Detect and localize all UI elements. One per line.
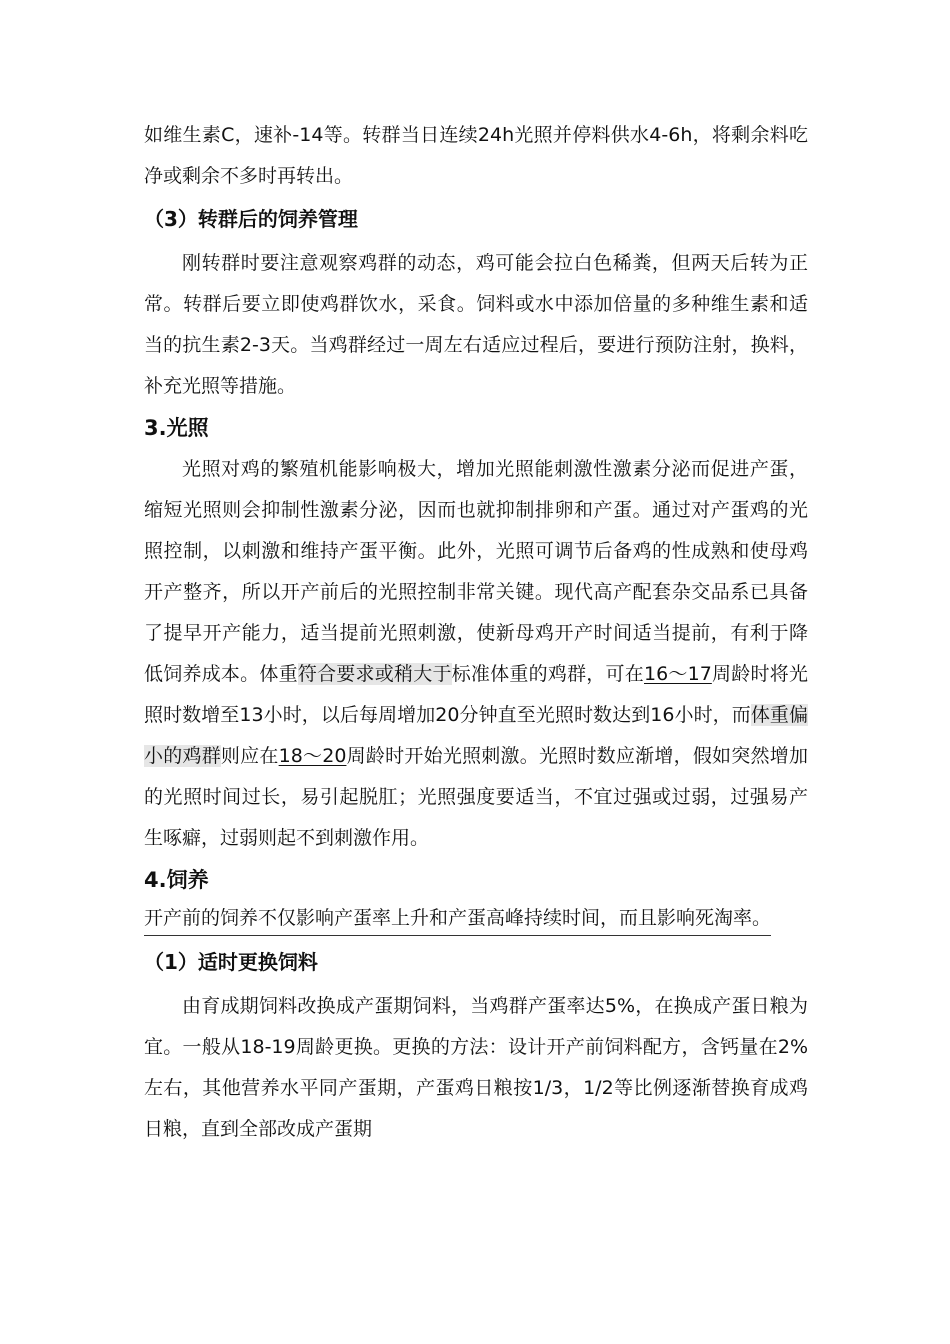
document-page (144, 115, 808, 1150)
lighting-text-1: 光照对鸡的繁殖机能影响极大，增加光照能刺激性激素分泌而促进产蛋，缩短光照则会抑制性激素分泌，因而也就抑制排卵和产蛋。通过对产蛋鸡的光照控制，以刺激和维持产蛋平衡。此外，光照可调节后备鸡的性成熟和使母鸡开产整齐，所以开产前后的光照控制非常关键。现代高产配套杂交品系已具备了提早开产能力，适当提前光照刺激，使新母鸡开产时间适当提前，有利于降低饲养成本。体重 (144, 458, 808, 685)
paragraph-feeding-underlined: 开产前的饲养不仅影响产蛋率上升和产蛋高峰持续时间，而且影响死淘率。 (144, 901, 771, 936)
highlight-underweight-flock: 体重偏小的鸡群 (144, 704, 808, 767)
underlined-weeks-18-20: 18～20 (278, 745, 347, 767)
heading-timely-feed-change: （1）适时更换饲料 (144, 950, 318, 974)
lighting-text-2: 标准体重的鸡群，可在 (451, 663, 644, 685)
lighting-text-3: 周龄时将光照时数增至13小时，以后每周增加20分钟直至光照时数达到16小时，而 (144, 663, 808, 726)
lighting-text-4: 则应在 (220, 745, 279, 767)
paragraph-transfer-end: 如维生素C，速补-14等。转群当日连续24h光照并停料供水4-6h，将剩余料吃净或剩余不多时再转出。 (144, 124, 808, 187)
heading-lighting: 3.光照 (144, 416, 209, 440)
highlight-meets-requirement: 符合要求或稍大于 (297, 663, 452, 685)
underlined-weeks-16-17: 16～17 (644, 663, 712, 685)
paragraph-after-transfer: 刚转群时要注意观察鸡群的动态，鸡可能会拉白色稀粪，但两天后转为正常。转群后要立即使鸡群饮水，采食。饲料或水中添加倍量的多种维生素和适当的抗生素2-3天。当鸡群经过一周左右适应过程后，要进行预防注射，换料，补充光照等措施。 (144, 252, 808, 397)
paragraph-lighting (144, 449, 808, 859)
paragraph-feed-change: 由育成期饲料改换成产蛋期饲料，当鸡群产蛋率达5%，在换成产蛋日粮为宜。一般从18-19周龄更换。更换的方法：设计开产前饲料配方，含钙量在2%左右，其他营养水平同产蛋期，产蛋鸡日粮按1/3，1/2等比例逐渐替换育成鸡日粮，直到全部改成产蛋期 (144, 995, 808, 1140)
lighting-text-5: 周龄时开始光照刺激。光照时数应渐增，假如突然增加的光照时间过长，易引起脱肛；光照强度要适当，不宜过强或过弱，过强易产生啄癖，过弱则起不到刺激作用。 (144, 745, 808, 849)
heading-after-transfer: （3）转群后的饲养管理 (144, 207, 358, 231)
heading-feeding: 4.饲养 (144, 868, 209, 892)
